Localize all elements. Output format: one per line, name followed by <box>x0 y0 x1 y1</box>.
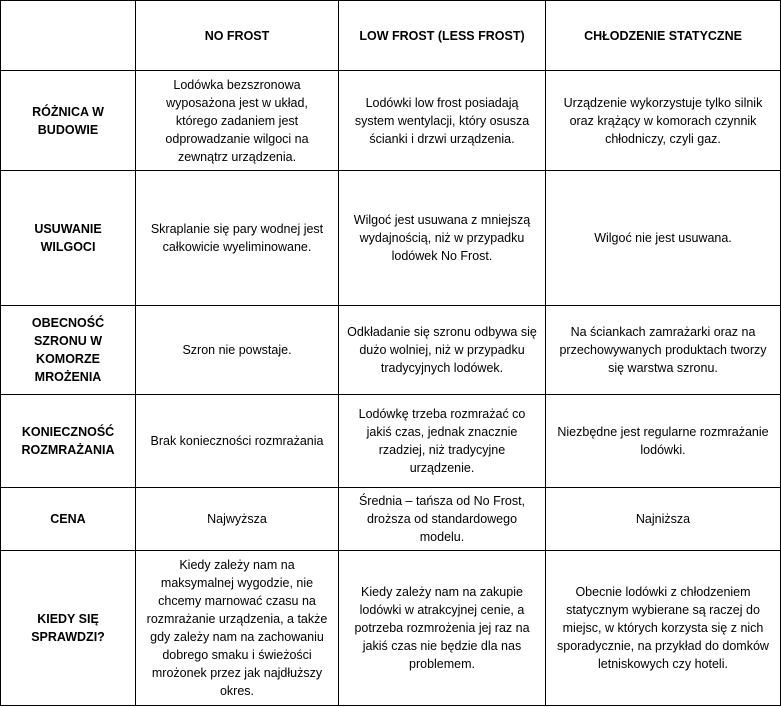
table-cell: Kiedy zależy nam na zakupie lodówki w atrakcyjnej cenie, a potrzeba rozmrożenia jej raz na jakiś czas nie będzie dla nas problemem. <box>339 551 546 706</box>
table-cell: Najwyższa <box>136 488 339 551</box>
table-cell: Obecnie lodówki z chłodzeniem statycznym wybierane są raczej do miejsc, w których korzysta się z nich sporadycznie, na przykład do domków letniskowych czy hoteli. <box>546 551 781 706</box>
table-cell: Odkładanie się szronu odbywa się dużo wolniej, niż w przypadku tradycyjnych lodówek. <box>339 306 546 395</box>
table-cell: Kiedy zależy nam na maksymalnej wygodzie, nie chcemy marnować czasu na rozmrażanie urządzenia, a także gdy zależy nam na zachowaniu dobrego smaku i świeżości mrożonek przez jak najdłuższy okres. <box>136 551 339 706</box>
corner-cell <box>1 1 136 71</box>
column-header-low-frost: LOW FROST (LESS FROST) <box>339 1 546 71</box>
row-header-roznica-w-budowie: RÓŻNICA W BUDOWIE <box>1 71 136 171</box>
column-header-chlodzenie-statyczne: CHŁODZENIE STATYCZNE <box>546 1 781 71</box>
table-cell: Średnia – tańsza od No Frost, droższa od standardowego modelu. <box>339 488 546 551</box>
table-cell: Najniższa <box>546 488 781 551</box>
table-row <box>1 71 781 171</box>
table-cell: Lodówkę trzeba rozmrażać co jakiś czas, jednak znacznie rzadziej, niż tradycyjne urządzenie. <box>339 395 546 488</box>
row-header-kiedy-sie-sprawdzi: KIEDY SIĘ SPRAWDZI? <box>1 551 136 706</box>
table-cell: Wilgoć jest usuwana z mniejszą wydajnością, niż w przypadku lodówek No Frost. <box>339 171 546 306</box>
table-cell: Skraplanie się pary wodnej jest całkowicie wyeliminowane. <box>136 171 339 306</box>
table-cell: Niezbędne jest regularne rozmrażanie lodówki. <box>546 395 781 488</box>
table-row <box>1 488 781 551</box>
row-header-usuwanie-wilgoci: USUWANIE WILGOCI <box>1 171 136 306</box>
row-header-obecnosc-szronu: OBECNOŚĆ SZRONU W KOMORZE MROŻENIA <box>1 306 136 395</box>
row-header-cena: CENA <box>1 488 136 551</box>
table-row <box>1 306 781 395</box>
header-row <box>1 1 781 71</box>
column-header-no-frost: NO FROST <box>136 1 339 71</box>
table-cell: Lodówki low frost posiadają system wentylacji, który osusza ścianki i drzwi urządzenia. <box>339 71 546 171</box>
table-row <box>1 551 781 706</box>
table-cell: Urządzenie wykorzystuje tylko silnik oraz krążący w komorach czynnik chłodniczy, czyli gaz. <box>546 71 781 171</box>
table-row <box>1 171 781 306</box>
table-cell: Szron nie powstaje. <box>136 306 339 395</box>
table-cell: Na ściankach zamrażarki oraz na przechowywanych produktach tworzy się warstwa szronu. <box>546 306 781 395</box>
table-row <box>1 395 781 488</box>
row-header-koniecznosc-rozmrazania: KONIECZNOŚĆ ROZMRAŻANIA <box>1 395 136 488</box>
table-cell: Brak konieczności rozmrażania <box>136 395 339 488</box>
table-cell: Lodówka bezszronowa wyposażona jest w układ, którego zadaniem jest odprowadzanie wilgoci na zewnątrz urządzenia. <box>136 71 339 171</box>
table-cell: Wilgoć nie jest usuwana. <box>546 171 781 306</box>
